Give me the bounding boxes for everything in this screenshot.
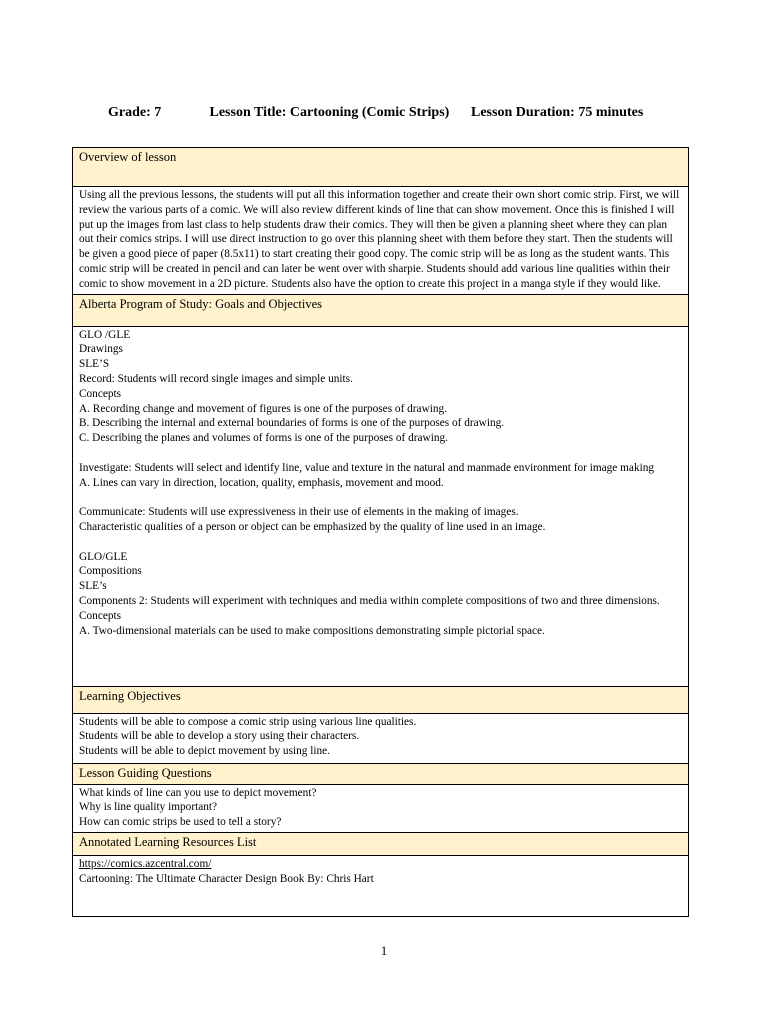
lesson-title: Lesson Title: Cartooning (Comic Strips) [209, 105, 450, 120]
program-line: C. Describing the planes and volumes of forms is one of the purposes of drawing. [79, 432, 448, 445]
resource-link[interactable]: https://comics.azcentral.com/ [79, 857, 212, 870]
overview-heading: Overview of lesson [73, 148, 689, 187]
questions-heading: Lesson Guiding Questions [73, 763, 689, 784]
objective-item: Students will be able to develop a story using their characters. [79, 730, 360, 743]
program-line: SLE’S [79, 358, 110, 371]
program-line: Components 2: Students will experiment with techniques and media within complete compositions of two and three dimensions. [79, 594, 660, 607]
program-line: Record: Students will record single images and simple units. [79, 372, 353, 385]
resources-content [73, 855, 689, 916]
program-line: Characteristic qualities of a person or object can be emphasized by the quality of line used in an image. [79, 520, 546, 533]
program-content [73, 326, 689, 686]
resources-heading: Annotated Learning Resources List [73, 832, 689, 855]
program-line: Communicate: Students will use expressiveness in their use of elements in the making of images. [79, 506, 519, 519]
program-heading: Alberta Program of Study: Goals and Objectives [73, 294, 689, 326]
overview-text: Using all the previous lessons, the students will put all this information together and create their own short comic strip. First, we will review the various parts of a comic. We will also review different kinds of line that can show movement. Once this is finished I will put up the images from last class to help students draw their comics. They will then be given a planning sheet where they can plan out their comics strips. I will use direct instruction to go over this planning sheet with them before they start. Then the students will be given a good piece of paper (8.5x11) to start creating their good copy. The comic strip will be as long as the student wants. This comic strip will be created in pencil and can later be went over with sharpie. Students should add various line qualities within their comic to show movement in a 2D picture. Students also have the option to create this project in a manga style if they would like. [79, 189, 680, 290]
program-line: A. Recording change and movement of figures is one of the purposes of drawing. [79, 402, 447, 415]
program-line: Drawings [79, 343, 123, 356]
overview-content [73, 187, 689, 295]
program-line: Concepts [79, 609, 122, 622]
program-line: Compositions [79, 565, 142, 578]
objectives-heading: Learning Objectives [73, 686, 689, 713]
program-line: GLO/GLE [79, 550, 128, 563]
program-line: A. Two-dimensional materials can be used to make compositions demonstrating simple pictorial space. [79, 624, 545, 637]
lesson-plan-table [72, 147, 689, 917]
program-line: SLE’s [79, 580, 107, 593]
program-line: B. Describing the internal and external boundaries of forms is one of the purposes of drawing. [79, 417, 505, 430]
program-line: Concepts [79, 387, 122, 400]
program-line: Investigate: Students will select and identify line, value and texture in the natural and manmade environment for image making [79, 461, 655, 474]
guiding-question: Why is line quality important? [79, 801, 218, 814]
objectives-content [73, 713, 689, 763]
program-block-compositions [79, 550, 682, 639]
guiding-question: How can comic strips be used to tell a story? [79, 816, 282, 829]
questions-content [73, 784, 689, 832]
program-block-communicate [79, 505, 682, 535]
program-line: A. Lines can vary in direction, location, quality, emphasis, movement and mood. [79, 476, 444, 489]
grade-label: Grade: 7 [108, 105, 162, 120]
program-block-drawings [79, 328, 682, 446]
page-number: 1 [380, 943, 388, 958]
objective-item: Students will be able to depict movement by using line. [79, 745, 331, 758]
objective-item: Students will be able to compose a comic strip using various line qualities. [79, 715, 417, 728]
program-block-investigate [79, 461, 682, 491]
lesson-duration: Lesson Duration: 75 minutes [471, 105, 644, 120]
program-line: GLO /GLE [79, 328, 131, 341]
lesson-header [108, 105, 643, 121]
resource-book: Cartooning: The Ultimate Character Design Book By: Chris Hart [79, 872, 374, 885]
guiding-question: What kinds of line can you use to depict movement? [79, 786, 317, 799]
